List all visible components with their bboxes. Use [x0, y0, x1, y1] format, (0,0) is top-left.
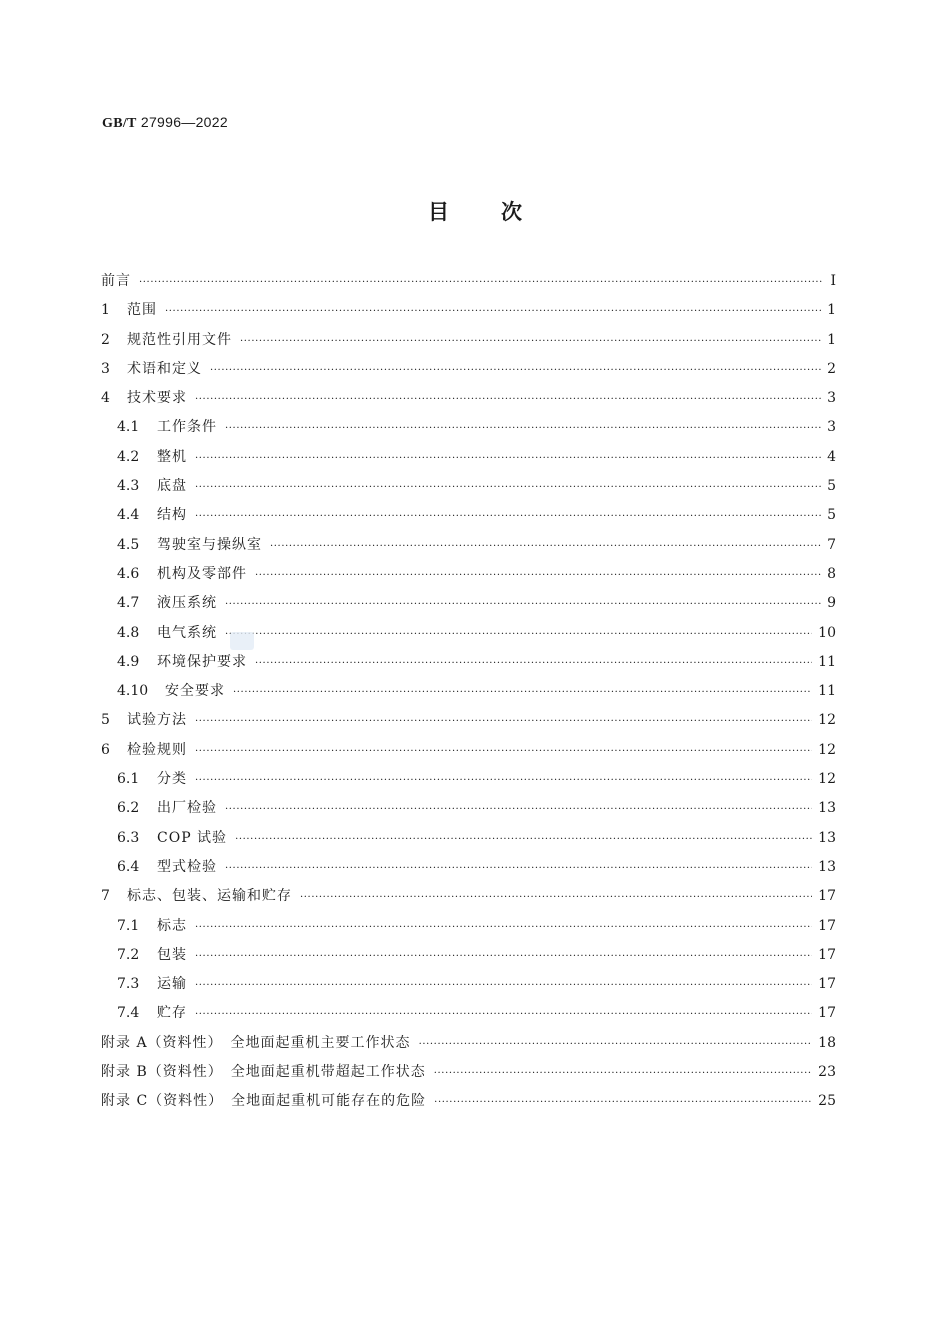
toc-entry-page: 7 [827, 536, 836, 553]
title-char-1: 目 [428, 200, 449, 224]
toc-entry-page: 13 [818, 829, 836, 846]
toc-entry-number: 6 [101, 741, 110, 758]
toc-entry-page: 5 [827, 478, 836, 495]
toc-entry-number: 4.10 [117, 683, 149, 700]
toc-entry-number: 6.1 [117, 771, 140, 788]
toc-entry-label: 底盘 [157, 478, 187, 495]
toc-dot-leader [225, 629, 812, 640]
toc-entry-number: 6.3 [117, 829, 140, 846]
toc-entry-number: 4.2 [117, 448, 140, 465]
toc-entry-page: 3 [827, 419, 836, 436]
toc-entry-label: 包装 [157, 946, 187, 963]
toc-entry-number: 4.3 [117, 478, 140, 495]
toc-entry[interactable] [101, 1061, 836, 1090]
toc-entry-label: 范围 [127, 302, 157, 319]
toc-entry[interactable] [101, 1032, 836, 1061]
toc-dot-leader [210, 365, 821, 376]
toc-entry-number: 2 [101, 331, 110, 348]
toc-entry-label: 试验方法 [127, 712, 187, 729]
toc-dot-leader [195, 980, 812, 991]
toc-entry-label: 标志、包装、运输和贮存 [127, 888, 292, 905]
toc-dot-leader [225, 863, 812, 874]
toc-entry[interactable] [101, 329, 836, 358]
toc-entry[interactable] [101, 885, 836, 914]
toc-entry-label: 电气系统 [157, 624, 217, 641]
toc-entry-number: 7.4 [117, 1005, 140, 1022]
toc-entry-page: 3 [827, 390, 836, 407]
toc-entry-page: 1 [827, 331, 836, 348]
toc-entry-page: 17 [818, 917, 836, 934]
toc-entry-page: 23 [818, 1064, 836, 1081]
toc-entry[interactable] [101, 856, 836, 885]
toc-entry-label: 整机 [157, 448, 187, 465]
toc-entry-page: 17 [818, 976, 836, 993]
toc-entry-page: 17 [818, 946, 836, 963]
standard-number: 27996—2022 [140, 114, 228, 130]
toc-entry[interactable] [101, 504, 836, 533]
toc-entry-page: 12 [818, 771, 836, 788]
toc-entry-page: 12 [818, 741, 836, 758]
toc-entry-page: 11 [818, 683, 836, 700]
toc-entry-number: 1 [101, 302, 110, 319]
toc-entry-number: 7.1 [117, 917, 140, 934]
toc-dot-leader [195, 951, 812, 962]
toc-entry-label: 前言 [101, 273, 131, 289]
page-title [0, 196, 950, 226]
toc-entry-number: 7.3 [117, 976, 140, 993]
toc-entry[interactable] [101, 680, 836, 709]
toc-entry-page: 25 [818, 1093, 836, 1110]
toc-entry-page: 17 [818, 888, 836, 905]
toc-entry-label: COP 试验 [157, 829, 228, 846]
toc-entry-number: 4.4 [117, 507, 140, 524]
standard-prefix: GB/T [102, 116, 137, 131]
table-of-contents [101, 270, 836, 1120]
toc-entry-label: 液压系统 [157, 595, 217, 612]
toc-entry[interactable] [101, 651, 836, 680]
toc-entry[interactable] [101, 622, 836, 651]
toc-entry-page: 5 [827, 507, 836, 524]
toc-dot-leader [240, 336, 821, 347]
toc-entry-page: 13 [818, 800, 836, 817]
toc-entry[interactable] [101, 973, 836, 1002]
toc-entry-page: 2 [827, 360, 836, 377]
toc-entry-label: 环境保护要求 [157, 653, 247, 670]
toc-dot-leader [255, 658, 812, 669]
toc-entry[interactable] [101, 416, 836, 445]
toc-entry-page: 13 [818, 858, 836, 875]
toc-entry-number: 7 [101, 888, 110, 905]
toc-dot-leader [195, 511, 821, 522]
toc-entry-label: 工作条件 [157, 419, 217, 436]
toc-dot-leader [233, 687, 812, 698]
toc-entry-number: 4.6 [117, 565, 140, 582]
toc-entry-number: 3 [101, 360, 110, 377]
toc-entry-label: 术语和定义 [127, 360, 202, 377]
toc-entry-label: 运输 [157, 976, 187, 993]
toc-entry-label: 附录 B（资料性） 全地面起重机带超起工作状态 [101, 1064, 426, 1081]
toc-entry[interactable] [101, 387, 836, 416]
toc-entry-page: 8 [827, 565, 836, 582]
watermark-logo [230, 632, 254, 650]
toc-entry-page: 9 [827, 595, 836, 612]
toc-entry-label: 检验规则 [127, 741, 187, 758]
toc-dot-leader [434, 1068, 812, 1079]
toc-entry[interactable] [101, 270, 836, 299]
toc-entry-number: 4.7 [117, 595, 140, 612]
toc-entry-label: 贮存 [157, 1005, 187, 1022]
toc-entry[interactable] [101, 592, 836, 621]
toc-entry[interactable] [101, 358, 836, 387]
toc-entry[interactable] [101, 563, 836, 592]
toc-entry-label: 出厂检验 [157, 800, 217, 817]
toc-dot-leader [195, 453, 821, 464]
toc-entry-page: 4 [827, 448, 836, 465]
toc-entry-page: Ⅰ [830, 273, 836, 289]
toc-dot-leader [270, 541, 821, 552]
toc-dot-leader [225, 423, 821, 434]
toc-entry-label: 分类 [157, 771, 187, 788]
toc-entry-number: 7.2 [117, 946, 140, 963]
toc-entry-label: 结构 [157, 507, 187, 524]
toc-entry-page: 11 [818, 653, 836, 670]
toc-entry-label: 附录 A（资料性） 全地面起重机主要工作状态 [101, 1034, 411, 1051]
toc-entry[interactable] [101, 709, 836, 738]
toc-entry-page: 18 [818, 1034, 836, 1051]
toc-dot-leader [225, 804, 812, 815]
toc-entry-number: 4 [101, 390, 110, 407]
toc-dot-leader [195, 775, 812, 786]
toc-entry-number: 4.8 [117, 624, 140, 641]
title-char-2: 次 [501, 200, 522, 224]
toc-dot-leader [434, 1097, 812, 1108]
toc-entry-label: 型式检验 [157, 858, 217, 875]
toc-entry[interactable] [101, 1002, 836, 1031]
toc-dot-leader [300, 892, 812, 903]
toc-entry-label: 附录 C（资料性） 全地面起重机可能存在的危险 [101, 1093, 427, 1110]
toc-entry-number: 4.9 [117, 653, 140, 670]
toc-entry-label: 技术要求 [127, 390, 187, 407]
toc-entry-number: 5 [101, 712, 110, 729]
toc-entry-label: 规范性引用文件 [127, 331, 232, 348]
toc-entry-number: 6.4 [117, 858, 140, 875]
toc-dot-leader [195, 746, 812, 757]
toc-entry-number: 4.1 [117, 419, 140, 436]
toc-dot-leader [419, 1039, 813, 1050]
toc-entry[interactable] [101, 827, 836, 856]
toc-entry[interactable] [101, 739, 836, 768]
toc-entry-page: 1 [827, 302, 836, 319]
toc-entry-label: 标志 [157, 917, 187, 934]
toc-dot-leader [255, 570, 821, 581]
standard-code [102, 114, 228, 132]
toc-dot-leader [195, 394, 821, 405]
toc-entry-number: 4.5 [117, 536, 140, 553]
toc-entry[interactable] [101, 446, 836, 475]
toc-entry[interactable] [101, 915, 836, 944]
toc-dot-leader [195, 922, 812, 933]
toc-dot-leader [139, 277, 822, 288]
toc-dot-leader [195, 482, 821, 493]
toc-dot-leader [165, 306, 821, 317]
toc-entry[interactable] [101, 1090, 836, 1119]
toc-entry-label: 安全要求 [165, 683, 225, 700]
toc-entry-page: 17 [818, 1005, 836, 1022]
toc-entry[interactable] [101, 797, 836, 826]
toc-entry-label: 机构及零部件 [157, 565, 247, 582]
toc-entry-label: 驾驶室与操纵室 [157, 536, 262, 553]
toc-entry[interactable] [101, 534, 836, 563]
toc-entry[interactable] [101, 768, 836, 797]
toc-entry[interactable] [101, 299, 836, 328]
toc-entry-number: 6.2 [117, 800, 140, 817]
toc-entry-page: 10 [818, 624, 836, 641]
toc-dot-leader [195, 1009, 812, 1020]
toc-dot-leader [225, 599, 821, 610]
toc-dot-leader [195, 716, 812, 727]
toc-entry[interactable] [101, 475, 836, 504]
toc-dot-leader [235, 834, 812, 845]
toc-entry[interactable] [101, 944, 836, 973]
toc-entry-page: 12 [818, 712, 836, 729]
